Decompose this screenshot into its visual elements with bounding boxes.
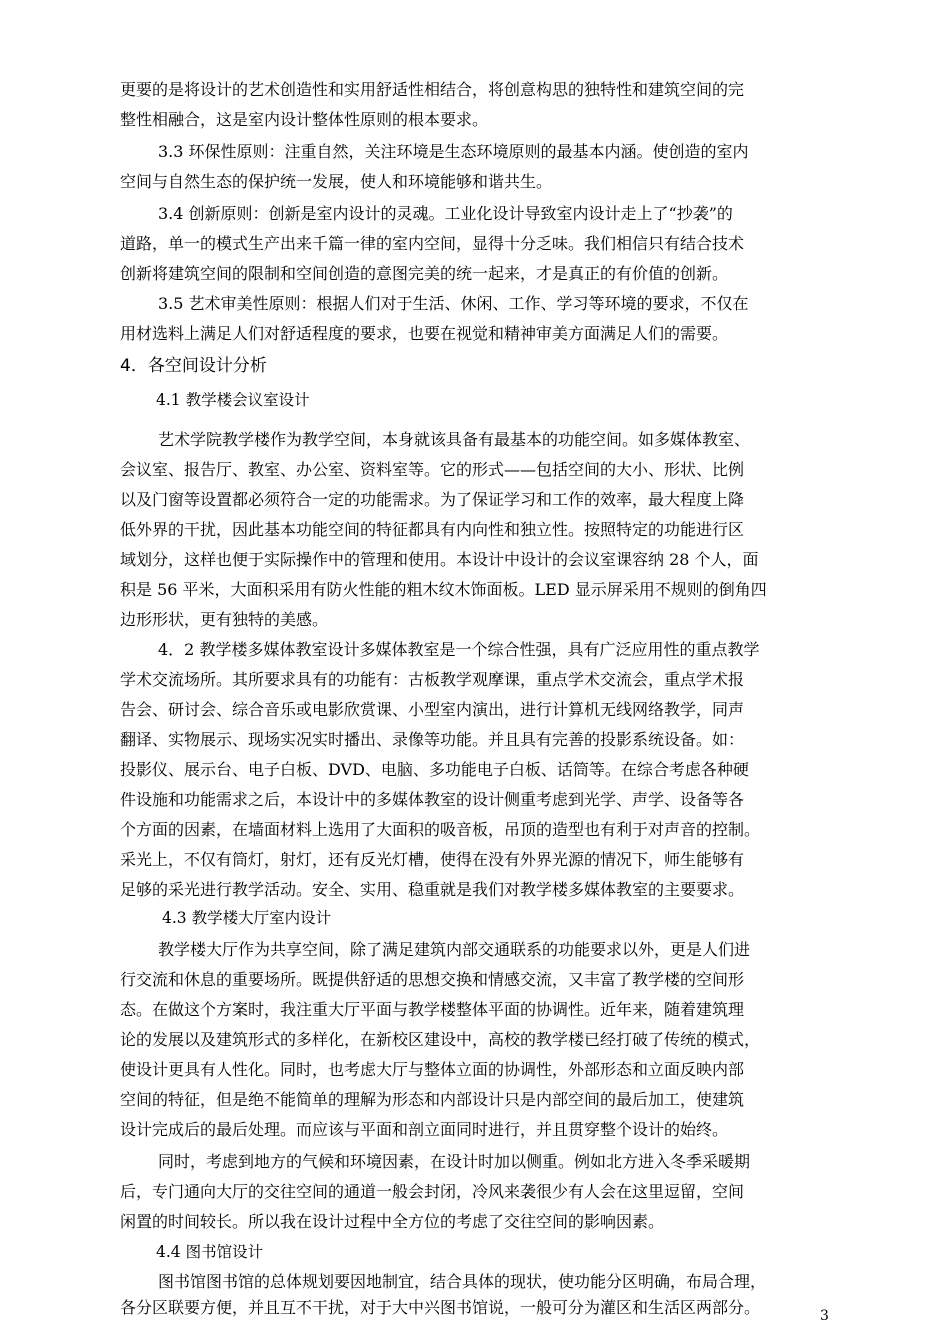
body-text-line: 用材选料上满足人们对舒适程度的要求，也要在视觉和精神审美方面满足人们的需要。 bbox=[120, 324, 729, 343]
body-text-line: 学术交流场所。其所要求具有的功能有：古板教学观摩课，重点学术交流会，重点学术报 bbox=[120, 670, 745, 689]
body-text-line: 足够的采光进行教学活动。安全、实用、稳重就是我们对教学楼多媒体教室的主要要求。 bbox=[120, 880, 745, 899]
body-text-line: 更要的是将设计的艺术创造性和实用舒适性相结合，将创意构思的独特性和建筑空间的完 bbox=[120, 80, 745, 99]
body-text-line: 投影仪、展示台、电子白板、DVD、电脑、多功能电子白板、话筒等。在综合考虑各种硬 bbox=[120, 760, 749, 779]
body-text-line: 创新将建筑空间的限制和空间创造的意图完美的统一起来，才是真正的有价值的创新。 bbox=[120, 264, 729, 283]
subheading-4-4: 4.4 图书馆设计 bbox=[156, 1243, 264, 1261]
body-text-line: 积是 56 平米，大面积采用有防火性能的粗木纹木饰面板。LED 显示屏采用不规则的倒角四 bbox=[120, 580, 767, 599]
principle-3-4: 3.4 创新原则：创新是室内设计的灵魂。工业化设计导致室内设计走上了“抄袭”的 bbox=[158, 204, 733, 223]
body-text-line: 道路，单一的模式生产出来千篇一律的室内空间，显得十分乏味。我们相信只有结合技术 bbox=[120, 234, 745, 253]
body-text-line: 设计完成后的最后处理。而应该与平面和剖立面同时进行，并且贯穿整个设计的始终。 bbox=[120, 1120, 729, 1139]
body-text-line: 后，专门通向大厅的交往空间的通道一般会封闭，冷风来袭很少有人会在这里逗留，空间 bbox=[120, 1182, 745, 1201]
body-text-line: 个方面的因素，在墙面材料上选用了大面积的吸音板，吊顶的造型也有利于对声音的控制。 bbox=[120, 820, 761, 839]
body-text-line: 艺术学院教学楼作为教学空间，本身就该具备有最基本的功能空间。如多媒体教室、 bbox=[158, 430, 751, 449]
body-text-line: 以及门窗等设置都必须符合一定的功能需求。为了保证学习和工作的效率，最大程度上降 bbox=[120, 490, 745, 509]
body-text-line: 行交流和休息的重要场所。既提供舒适的思想交换和情感交流，又丰富了教学楼的空间形 bbox=[120, 970, 745, 989]
body-text-line: 采光上，不仅有筒灯，射灯，还有反光灯槽，使得在没有外界光源的情况下，师生能够有 bbox=[120, 850, 745, 869]
page-number: 3 bbox=[820, 1308, 829, 1324]
body-text-line: 件设施和功能需求之后，本设计中的多媒体教室的设计侧重考虑到光学、声学、设备等各 bbox=[120, 790, 745, 809]
body-text-line: 同时，考虑到地方的气候和环境因素，在设计时加以侧重。例如北方进入冬季采暖期 bbox=[158, 1152, 751, 1171]
body-text-line: 域划分，这样也便于实际操作中的管理和使用。本设计中设计的会议室课容纳 28 个人，面 bbox=[120, 550, 759, 569]
subheading-4-3: 4.3 教学楼大厅室内设计 bbox=[162, 909, 332, 927]
body-text-line: 告会、研讨会、综合音乐或电影欣赏课、小型室内演出，进行计算机无线网络教学，同声 bbox=[120, 700, 745, 719]
subheading-4-2: 4．2 教学楼多媒体教室设计多媒体教室是一个综合性强，具有广泛应用性的重点教学 bbox=[158, 640, 760, 659]
body-text-line: 论的发展以及建筑形式的多样化，在新校区建设中，高校的教学楼已经打破了传统的模式， bbox=[120, 1030, 761, 1049]
subheading-4-1: 4.1 教学楼会议室设计 bbox=[156, 391, 310, 409]
body-text-line: 态。在做这个方案时，我注重大厅平面与教学楼整体平面的协调性。近年来，随着建筑理 bbox=[120, 1000, 745, 1019]
body-text-line: 图书馆图书馆的总体规划要因地制宜，结合具体的现状，使功能分区明确，布局合理， bbox=[158, 1272, 767, 1291]
body-text-line: 空间与自然生态的保护统一发展，使人和环境能够和谐共生。 bbox=[120, 172, 553, 191]
body-text-line: 翻译、实物展示、现场实况实时播出、录像等功能。并且具有完善的投影系统设备。如： bbox=[120, 730, 745, 749]
body-text-line: 边形形状，更有独特的美感。 bbox=[120, 610, 329, 629]
principle-3-3: 3.3 环保性原则：注重自然，关注环境是生态环境原则的最基本内涵。使创造的室内 bbox=[158, 142, 749, 161]
body-text-line: 闲置的时间较长。所以我在设计过程中全方位的考虑了交往空间的影响因素。 bbox=[120, 1212, 665, 1231]
body-text-line: 各分区联要方便，并且互不干扰，对于大中兴图书馆说，一般可分为灌区和生活区两部分。 bbox=[120, 1298, 761, 1317]
body-text-line: 低外界的干扰，因此基本功能空间的特征都具有内向性和独立性。按照特定的功能进行区 bbox=[120, 520, 745, 539]
body-text-line: 空间的特征，但是绝不能简单的理解为形态和内部设计只是内部空间的最后加工，使建筑 bbox=[120, 1090, 745, 1109]
body-text-line: 使设计更具有人性化。同时，也考虑大厅与整体立面的协调性，外部形态和立面反映内部 bbox=[120, 1060, 745, 1079]
body-text-line: 教学楼大厅作为共享空间，除了满足建筑内部交通联系的功能要求以外，更是人们进 bbox=[158, 940, 751, 959]
principle-3-5: 3.5 艺术审美性原则：根据人们对于生活、休闲、工作、学习等环境的要求，不仅在 bbox=[158, 294, 749, 313]
body-text-line: 会议室、报告厅、教室、办公室、资料室等。它的形式——包括空间的大小、形状、比例 bbox=[120, 460, 745, 479]
body-text-line: 整性相融合，这是室内设计整体性原则的根本要求。 bbox=[120, 110, 489, 129]
section-heading-4: 4．各空间设计分析 bbox=[120, 356, 267, 376]
